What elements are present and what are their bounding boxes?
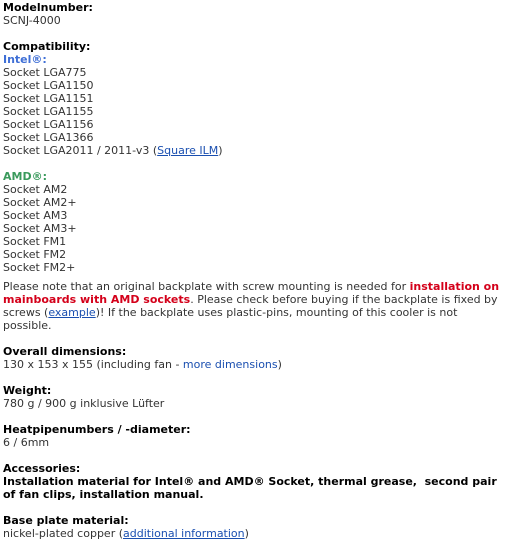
intel-socket-lga2011-suffix: ) bbox=[218, 144, 223, 157]
compatibility-label: Compatibility: bbox=[3, 40, 91, 53]
amd-socket-item: Socket FM2 bbox=[3, 248, 67, 261]
intel-socket-item-lga2011 bbox=[3, 144, 505, 157]
example-link[interactable]: example bbox=[48, 306, 96, 319]
amd-socket-item: Socket AM2 bbox=[3, 183, 68, 196]
dimensions-suffix: ) bbox=[277, 358, 282, 371]
spacer bbox=[3, 27, 505, 40]
amd-heading: AMD®: bbox=[3, 170, 47, 183]
accessories-label: Accessories: bbox=[3, 462, 81, 475]
intel-heading: Intel®: bbox=[3, 53, 47, 66]
heatpipes-label: Heatpipenumbers / -diameter: bbox=[3, 423, 191, 436]
baseplate-text: nickel-plated copper ( bbox=[3, 527, 124, 540]
note-highlight: installation on mainboards with AMD sockets bbox=[3, 280, 500, 306]
heatpipes-value: 6 / 6mm bbox=[3, 436, 50, 449]
weight-label: Weight: bbox=[3, 384, 52, 397]
spacer bbox=[3, 332, 505, 345]
accessories-value: Installation material for Intel® and AMD® Socket, thermal grease, second pair of fan clips, installation manual. bbox=[3, 475, 501, 501]
baseplate-suffix: ) bbox=[244, 527, 249, 540]
square-ilm-link[interactable]: Square ILM bbox=[157, 144, 219, 157]
note-text: . Please check before buying if the backplate is fixed by screws ( bbox=[3, 293, 498, 319]
intel-socket-item: Socket LGA775 bbox=[3, 66, 87, 79]
amd-socket-item: Socket AM2+ bbox=[3, 196, 77, 209]
intel-socket-item: Socket LGA1155 bbox=[3, 105, 94, 118]
intel-socket-lga2011-text: Socket LGA2011 / 2011-v3 ( bbox=[3, 144, 158, 157]
amd-socket-item: Socket AM3 bbox=[3, 209, 68, 222]
weight-value: 780 g / 900 g inklusive Lüfter bbox=[3, 397, 165, 410]
spacer bbox=[3, 371, 505, 384]
baseplate-value bbox=[3, 527, 505, 540]
intel-socket-item: Socket LGA1366 bbox=[3, 131, 94, 144]
note-text: )! If the backplate uses plastic-pins, mounting of this cooler is not possible. bbox=[3, 306, 458, 332]
more-dimensions-link[interactable]: more dimensions bbox=[182, 358, 278, 371]
additional-information-link[interactable]: additional information bbox=[123, 527, 245, 540]
baseplate-label: Base plate material: bbox=[3, 514, 129, 527]
note-text: Please note that an original backplate with screw mounting is needed for bbox=[3, 280, 410, 293]
intel-socket-item: Socket LGA1150 bbox=[3, 79, 94, 92]
amd-socket-item: Socket FM1 bbox=[3, 235, 67, 248]
model-label: Modelnumber: bbox=[3, 1, 93, 14]
model-value: SCNJ-4000 bbox=[3, 14, 61, 27]
intel-socket-item: Socket LGA1156 bbox=[3, 118, 94, 131]
spacer bbox=[3, 501, 505, 514]
spacer bbox=[3, 449, 505, 462]
spacer bbox=[3, 157, 505, 170]
spacer bbox=[3, 410, 505, 423]
amd-socket-item: Socket FM2+ bbox=[3, 261, 76, 274]
amd-socket-item: Socket AM3+ bbox=[3, 222, 77, 235]
intel-socket-list bbox=[3, 66, 505, 157]
dimensions-label: Overall dimensions: bbox=[3, 345, 127, 358]
intel-socket-item: Socket LGA1151 bbox=[3, 92, 94, 105]
backplate-note bbox=[3, 280, 505, 332]
amd-socket-list bbox=[3, 183, 505, 274]
dimensions-value bbox=[3, 358, 505, 371]
dimensions-text: 130 x 153 x 155 (including fan - bbox=[3, 358, 183, 371]
